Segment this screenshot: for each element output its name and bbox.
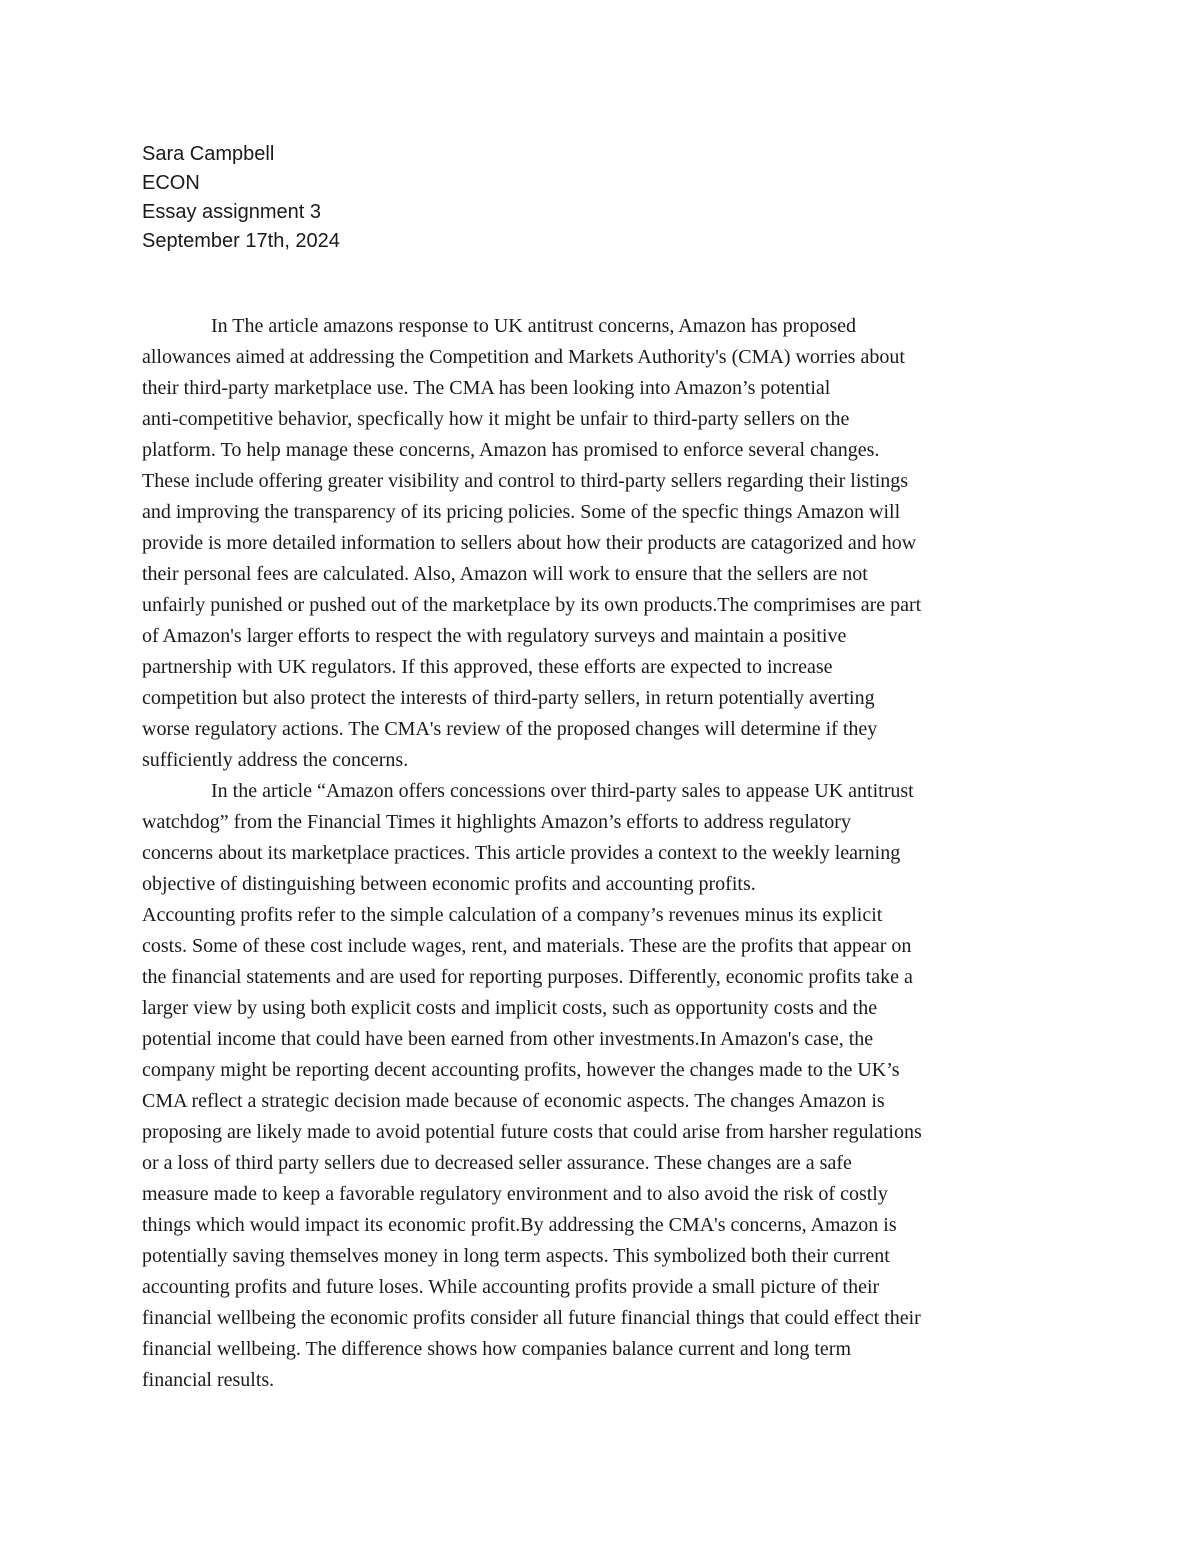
paragraph-line: company might be reporting decent accounting profits, however the changes made to the UK’s [142,1059,900,1081]
paragraph-line: concerns about its marketplace practices. This article provides a context to the weekly learning [142,842,901,864]
course-name: ECON [142,172,200,194]
paragraph-line: These include offering greater visibility and control to third-party sellers regarding their listings [142,470,909,492]
paragraph-line: and improving the transparency of its pricing policies. Some of the specfic things Amazon will [142,501,901,523]
paragraph-line: worse regulatory actions. The CMA's review of the proposed changes will determine if they [142,718,878,740]
paragraph-line: unfairly punished or pushed out of the marketplace by its own products.The comprimises are part [142,594,922,616]
paragraph-3 [142,900,1067,1396]
paragraph-line: of Amazon's larger efforts to respect the with regulatory surveys and maintain a positive [142,625,847,647]
paragraph-line: their third-party marketplace use. The CMA has been looking into Amazon’s potential [142,377,831,399]
paragraph-line: sufficiently address the concerns. [142,749,409,771]
paragraph-line: financial results. [142,1369,275,1391]
paragraph-line: their personal fees are calculated. Also, Amazon will work to ensure that the sellers are not [142,563,868,585]
paragraph-line: proposing are likely made to avoid potential future costs that could arise from harsher regulations [142,1121,922,1143]
assignment-date: September 17th, 2024 [142,230,340,252]
author-name: Sara Campbell [142,143,275,165]
paragraph-line: platform. To help manage these concerns, Amazon has promised to enforce several changes. [142,439,880,461]
paragraph-line: partnership with UK regulators. If this approved, these efforts are expected to increase [142,656,833,678]
paragraph-line: anti-competitive behavior, specfically how it might be unfair to third-party sellers on the [142,408,850,430]
header-block [142,140,340,256]
paragraph-line: In The article amazons response to UK antitrust concerns, Amazon has proposed [211,315,856,337]
paragraph-line: provide is more detailed information to sellers about how their products are catagorized and how [142,532,917,554]
assignment-title: Essay assignment 3 [142,201,321,223]
paragraph-line: financial wellbeing. The difference shows how companies balance current and long term [142,1338,852,1360]
paragraph-line: CMA reflect a strategic decision made because of economic aspects. The changes Amazon is [142,1090,885,1112]
paragraph-line: In the article “Amazon offers concessions over third-party sales to appease UK antitrust [211,780,914,802]
paragraph-line: measure made to keep a favorable regulatory environment and to also avoid the risk of costly [142,1183,888,1205]
paragraph-line: larger view by using both explicit costs and implicit costs, such as opportunity costs and the [142,997,878,1019]
paragraph-line: objective of distinguishing between economic profits and accounting profits. [142,873,756,895]
paragraph-line: financial wellbeing the economic profits consider all future financial things that could effect their [142,1307,921,1329]
paragraph-line: costs. Some of these cost include wages, rent, and materials. These are the profits that appear on [142,935,912,957]
paragraph-line: competition but also protect the interests of third-party sellers, in return potentially averting [142,687,875,709]
paragraph-line: Accounting profits refer to the simple calculation of a company’s revenues minus its explicit [142,904,883,926]
paragraph-line: potentially saving themselves money in long term aspects. This symbolized both their current [142,1245,890,1267]
paragraph-line: accounting profits and future loses. While accounting profits provide a small picture of their [142,1276,880,1298]
paragraph-line: things which would impact its economic profit.By addressing the CMA's concerns, Amazon is [142,1214,897,1236]
paragraph-2 [142,776,1067,900]
essay-body [142,311,1067,1396]
paragraph-line: the financial statements and are used for reporting purposes. Differently, economic profits take a [142,966,913,988]
paragraph-line: allowances aimed at addressing the Competition and Markets Authority's (CMA) worries about [142,346,905,368]
paragraph-line: potential income that could have been earned from other investments.In Amazon's case, the [142,1028,874,1050]
paragraph-line: or a loss of third party sellers due to decreased seller assurance. These changes are a safe [142,1152,852,1174]
paragraph-1 [142,311,1067,776]
paragraph-line: watchdog” from the Financial Times it highlights Amazon’s efforts to address regulatory [142,811,851,833]
